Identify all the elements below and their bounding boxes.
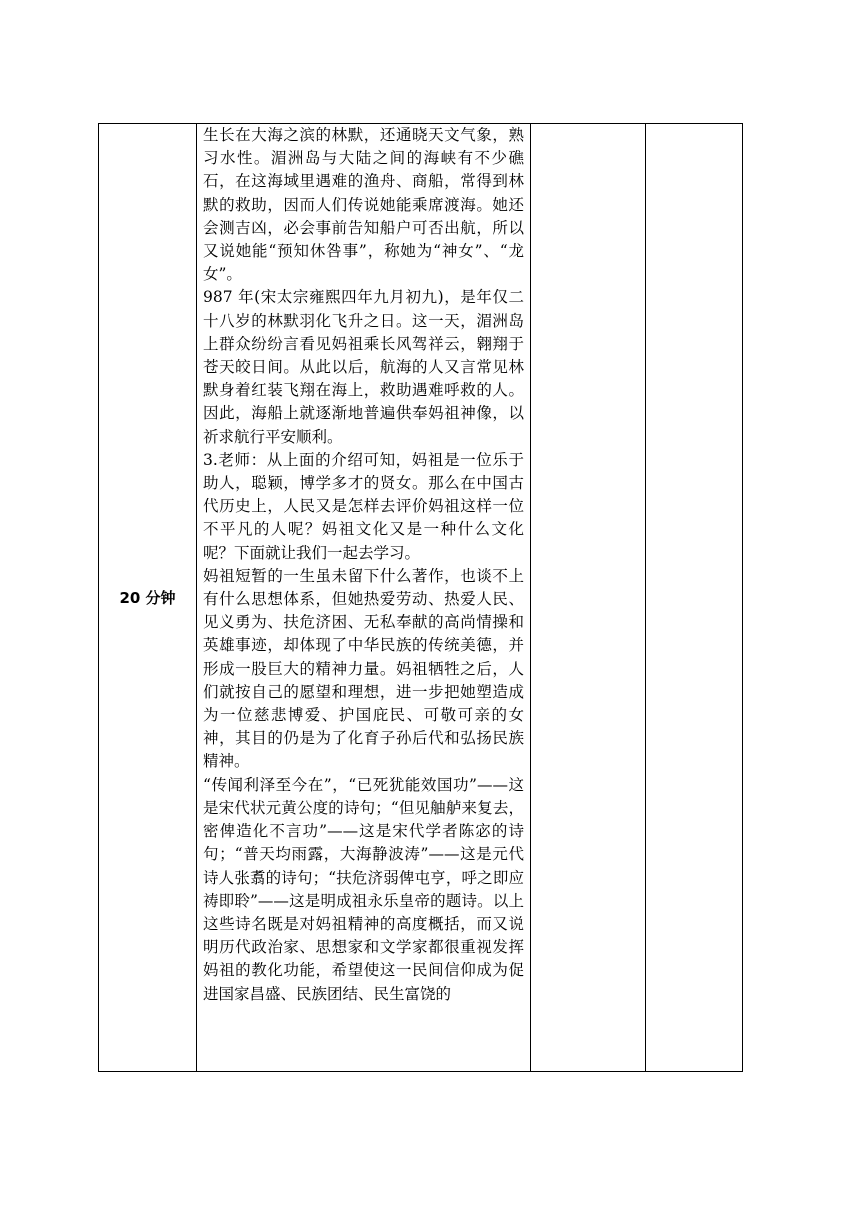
table-row [99, 124, 743, 1072]
time-label: 20 分钟 [119, 589, 176, 607]
paragraph: “传闻利泽至今在”，“已死犹能效国功”——这是宋代状元黄公度的诗句；“但见舳舻来复去，密俾造化不言功”——这是宋代学者陈宓的诗句；“普天均雨露，大海静波涛”——这是元代诗人张翥的诗句；“扶危济弱俾屯亨，呼之即应祷即聆”——这是明成祖永乐皇帝的题诗。以上这些诗名既是对妈祖精神的高度概括，而又说明历代政治家、思想家和文学家都很重视发挥妈祖的教化功能，希望使这一民间信仰成为促进国家昌盛、民族团结、民生富饶的 [203, 775, 524, 1003]
content-cell [197, 124, 531, 1072]
lesson-plan-table [98, 123, 743, 1072]
paragraph: 987 年(宋太宗雍熙四年九月初九)，是年仅二十八岁的林默羽化飞升之日。这一天，湄洲岛上群众纷纷言看见妈祖乘长风驾祥云，翱翔于苍天皎日间。从此以后，航海的人又言常见林默身着红装飞翔在海上，救助遇难呼救的人。因此，海船上就逐渐地普遍供奉妈祖神像，以祈求航行平安顺利。 [203, 288, 524, 446]
paragraph: 妈祖短暂的一生虽未留下什么著作，也谈不上有什么思想体系，但她热爱劳动、热爱人民、见义勇为、扶危济困、无私奉献的高尚情操和英雄事迹，却体现了中华民族的传统美德，并形成一股巨大的精神力量。妈祖牺牲之后，人们就按自己的愿望和理想，进一步把她塑造成为一位慈悲博爱、护国庇民、可敬可亲的女神，其目的仍是为了化育子孙后代和弘扬民族精神。 [203, 566, 524, 771]
empty-cell-col3 [531, 124, 646, 1072]
time-cell [99, 124, 197, 1072]
paragraph: 生长在大海之滨的林默，还通晓天文气象，熟习水性。湄洲岛与大陆之间的海峡有不少礁石，在这海域里遇难的渔舟、商船，常得到林默的救助，因而人们传说她能乘席渡海。她还会测吉凶，必会事前告知船户可否出航，所以又说她能“预知休咎事”，称她为“神女”、“龙女”。 [203, 126, 524, 284]
paragraph: 3.老师：从上面的介绍可知，妈祖是一位乐于助人，聪颖，博学多才的贤女。那么在中国古代历史上，人民又是怎样去评价妈祖这样一位不平凡的人呢？妈祖文化又是一种什么文化呢？下面就让我们一起去学习。 [203, 450, 524, 562]
empty-cell-col4 [646, 124, 743, 1072]
content-text [197, 124, 530, 1071]
